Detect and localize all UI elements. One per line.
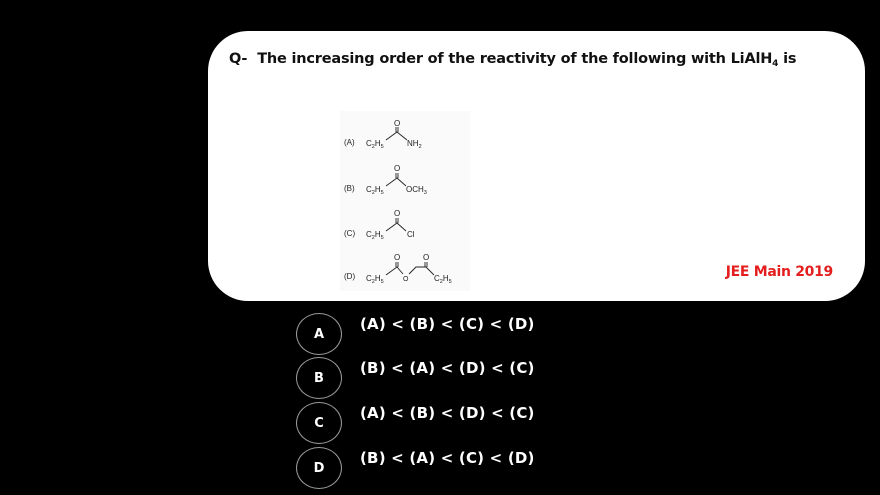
option-d[interactable] xyxy=(296,447,816,491)
chemical-structures-image xyxy=(340,111,470,291)
structure-b xyxy=(344,164,427,196)
option-a[interactable] xyxy=(296,313,816,357)
question-card xyxy=(208,31,865,301)
option-b-circle[interactable]: B xyxy=(296,357,342,399)
svg-text:C2H5: $C_2H_5$ xyxy=(366,274,384,285)
svg-text:Cl: Cl xyxy=(407,230,415,239)
option-a-circle[interactable]: A xyxy=(296,313,342,355)
svg-text:C2H5: $C_2H_5$ xyxy=(434,274,452,285)
svg-text:(A): (A) xyxy=(344,138,355,147)
svg-text:O: O xyxy=(394,253,401,262)
question-prefix: Q- xyxy=(229,51,248,67)
question-text xyxy=(229,51,796,69)
option-b[interactable] xyxy=(296,357,816,401)
svg-text:O: O xyxy=(423,253,430,262)
option-a-text[interactable]: (A) < (B) < (C) < (D) xyxy=(360,315,535,333)
option-d-text[interactable]: (B) < (A) < (C) < (D) xyxy=(360,449,535,467)
svg-text:C2H5: $C_2H_5$ xyxy=(366,139,384,150)
structure-d xyxy=(344,253,452,285)
svg-text:O: O xyxy=(403,276,409,283)
option-c[interactable] xyxy=(296,402,816,446)
option-b-text[interactable]: (B) < (A) < (D) < (C) xyxy=(360,359,535,377)
question-body: The increasing order of the reactivity of the following with LiAlH xyxy=(257,51,773,67)
option-d-circle[interactable]: D xyxy=(296,447,342,489)
svg-text:(D): (D) xyxy=(344,272,356,281)
svg-text:O: O xyxy=(394,164,401,173)
question-suffix: is xyxy=(778,51,797,67)
exam-source-label: JEE Main 2019 xyxy=(725,264,833,280)
question-subscript: 4 xyxy=(772,59,779,69)
svg-text:(C): (C) xyxy=(344,229,356,238)
option-c-text[interactable]: (A) < (B) < (D) < (C) xyxy=(360,404,535,422)
svg-text:O: O xyxy=(394,209,401,218)
svg-text:(B): (B) xyxy=(344,184,355,193)
svg-text:NH2: $NH_2$ xyxy=(407,139,422,150)
structure-c xyxy=(344,209,415,241)
svg-text:O: O xyxy=(394,119,401,128)
svg-text:C2H5: $C_2H_5$ xyxy=(366,230,384,241)
svg-text:OCH3: $OCH_3$ xyxy=(406,185,427,196)
option-c-circle[interactable]: C xyxy=(296,402,342,444)
structure-a xyxy=(344,119,422,150)
svg-text:C2H5: $C_2H_5$ xyxy=(366,185,384,196)
